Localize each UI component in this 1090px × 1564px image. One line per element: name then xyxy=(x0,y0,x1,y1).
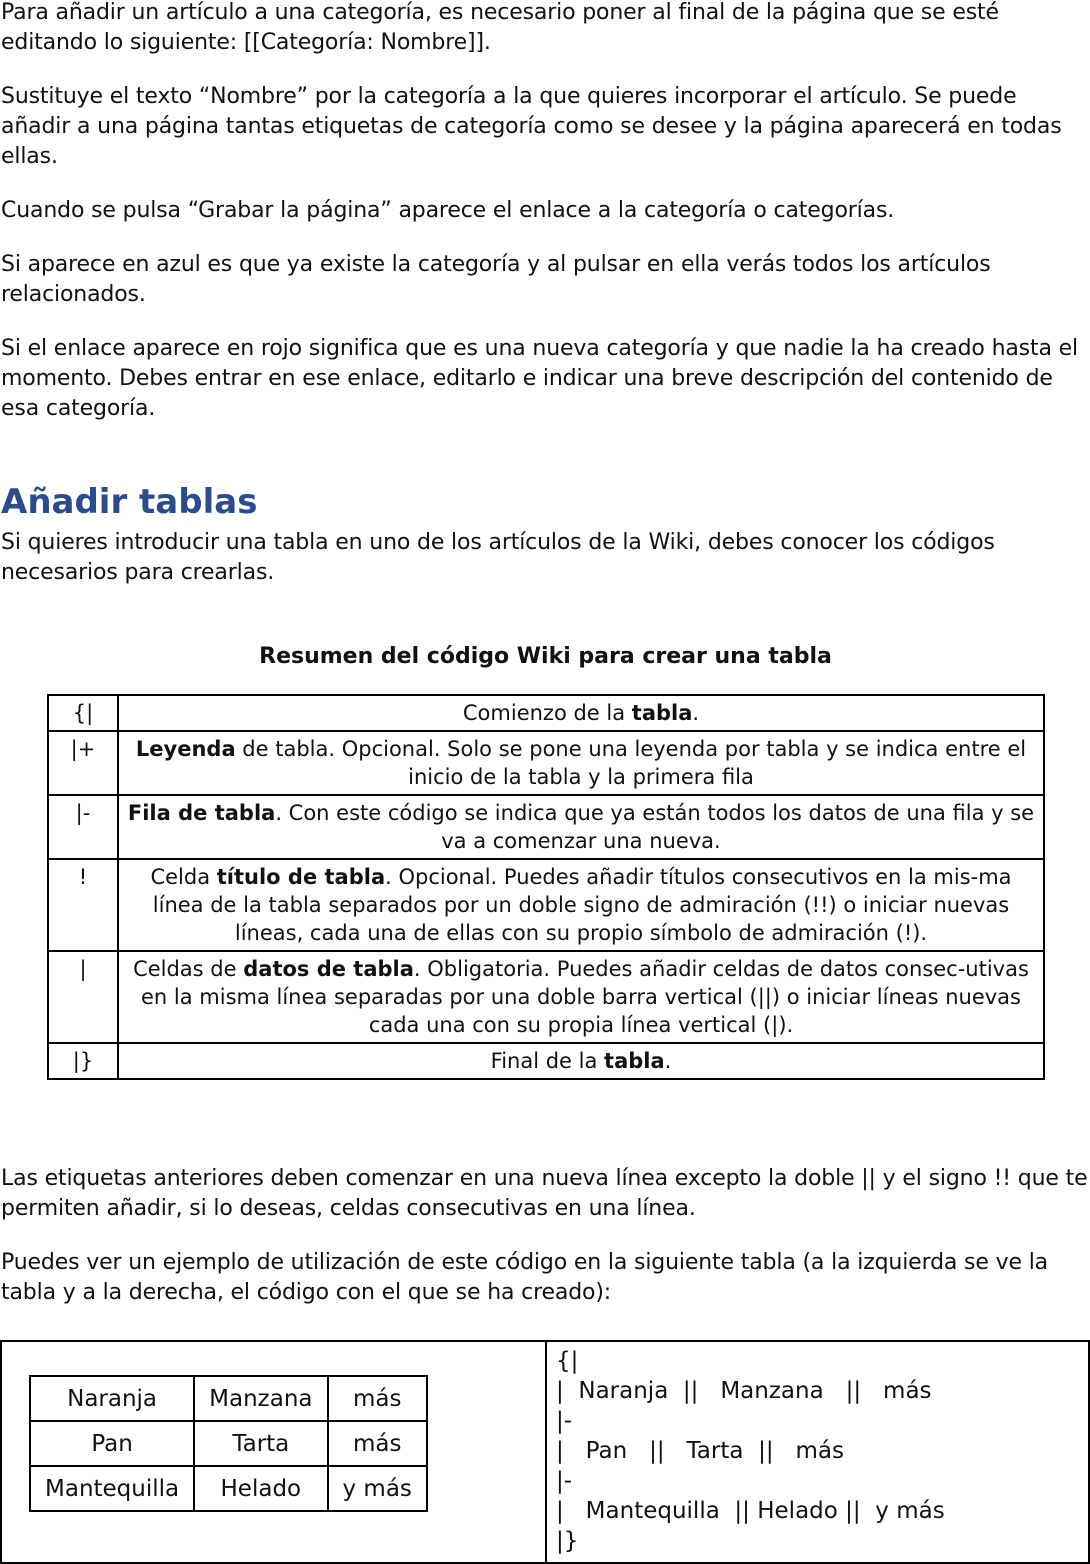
paragraph: Para añadir un artículo a una categoría, es necesario poner al final de la página que se esté editando lo siguiente: [[Categoría: Nombre]]. xyxy=(1,0,999,55)
code-cell: |} xyxy=(48,1043,118,1079)
desc-pre: Celda xyxy=(150,865,217,889)
table-row xyxy=(48,695,1044,731)
desc-bold: Fila de tabla xyxy=(127,801,276,825)
article-content xyxy=(1,0,1090,1332)
example-code: {| | Naranja || Manzana || más |- | Pan || Tarta || más |- | Mantequilla || Helado || y más |} xyxy=(556,1348,945,1554)
example-table xyxy=(29,1375,428,1512)
paragraph: Puedes ver un ejemplo de utilización de este código en la siguiente tabla (a la izquierda se ve la tabla y a la derecha, el código con el que se ha creado): xyxy=(1,1250,1048,1305)
desc-post: . Opcional. Puedes añadir títulos consecutivos en la mis-ma línea de la tabla separados por un doble signo de admiración (!!) o iniciar nuevas líneas, cada una de ellas con su propio símbolo de admiración (!). xyxy=(152,865,1012,945)
table-row xyxy=(30,1376,427,1421)
description-cell xyxy=(118,1043,1044,1079)
table-row xyxy=(48,795,1044,859)
paragraph: Si el enlace aparece en rojo significa que es una nueva categoría y que nadie la ha creado hasta el momento. Debes entrar en ese enlace, editarlo e indicar una breve descripción del contenido de esa categoría. xyxy=(1,336,1078,421)
table-cell: más xyxy=(328,1376,427,1421)
desc-pre: Final de la xyxy=(490,1049,605,1073)
desc-post: . Con este código se indica que ya están todos los datos de una fila y se va a comenzar una nueva. xyxy=(275,801,1035,853)
table-cell: más xyxy=(328,1421,427,1466)
table-caption: Resumen del código Wiki para crear una tabla xyxy=(259,644,832,669)
table-row xyxy=(48,951,1044,1043)
desc-pre: Celdas de xyxy=(133,957,244,981)
desc-pre: Comienzo de la xyxy=(462,701,632,725)
desc-post: . xyxy=(692,701,700,725)
summary-table xyxy=(47,694,1045,1080)
code-cell: |- xyxy=(48,795,118,859)
paragraph: Cuando se pulsa “Grabar la página” aparece el enlace a la categoría o categorías. xyxy=(1,198,895,223)
paragraph: Las etiquetas anteriores deben comenzar en una nueva línea excepto la doble || y el signo !! que te permiten añadir, si lo deseas, celdas consecutivas en una línea. xyxy=(1,1166,1088,1221)
table-row xyxy=(48,1043,1044,1079)
description-cell xyxy=(118,951,1044,1043)
desc-post: de tabla. Opcional. Solo se pone una leyenda por tabla y se indica entre el inicio de la tabla y la primera fila xyxy=(235,737,1027,789)
table-row xyxy=(48,731,1044,795)
desc-bold: datos de tabla xyxy=(243,957,414,981)
table-row xyxy=(30,1421,427,1466)
desc-post: . Obligatoria. Puedes añadir celdas de datos consec-utivas en la misma línea separadas por una doble barra vertical (||) o iniciar líneas nuevas cada una con su propia línea vertical (|). xyxy=(141,957,1029,1037)
example-rendered xyxy=(2,1342,547,1562)
description-cell xyxy=(118,795,1044,859)
desc-bold: tabla xyxy=(604,1049,665,1073)
desc-bold: Leyenda xyxy=(135,737,236,761)
table-cell: y más xyxy=(328,1466,427,1511)
description-cell xyxy=(118,731,1044,795)
intro-paragraph: Si quieres introducir una tabla en uno de los artículos de la Wiki, debes conocer los códigos necesarios para crearlas. xyxy=(1,530,995,585)
table-row xyxy=(48,859,1044,951)
desc-bold: tabla xyxy=(631,701,693,725)
code-cell: |+ xyxy=(48,731,118,795)
code-cell: | xyxy=(48,951,118,1043)
table-cell: Pan xyxy=(30,1421,194,1466)
table-cell: Naranja xyxy=(30,1376,194,1421)
section-heading: Añadir tablas xyxy=(1,482,258,522)
description-cell xyxy=(118,859,1044,951)
table-row xyxy=(30,1466,427,1511)
code-cell: {| xyxy=(48,695,118,731)
paragraph: Si aparece en azul es que ya existe la categoría y al pulsar en ella verás todos los artículos relacionados. xyxy=(1,252,991,307)
table-cell: Manzana xyxy=(194,1376,327,1421)
paragraph: Sustituye el texto “Nombre” por la categoría a la que quieres incorporar el artículo. Se puede añadir a una página tantas etiquetas de categoría como se desee y la página aparecerá en todas ellas. xyxy=(1,84,1062,169)
code-cell: ! xyxy=(48,859,118,951)
desc-bold: título de tabla xyxy=(216,865,386,889)
example-box xyxy=(0,1340,1090,1564)
description-cell xyxy=(118,695,1044,731)
table-cell: Mantequilla xyxy=(30,1466,194,1511)
table-cell: Tarta xyxy=(194,1421,327,1466)
table-cell: Helado xyxy=(194,1466,327,1511)
desc-post: . xyxy=(664,1049,672,1073)
